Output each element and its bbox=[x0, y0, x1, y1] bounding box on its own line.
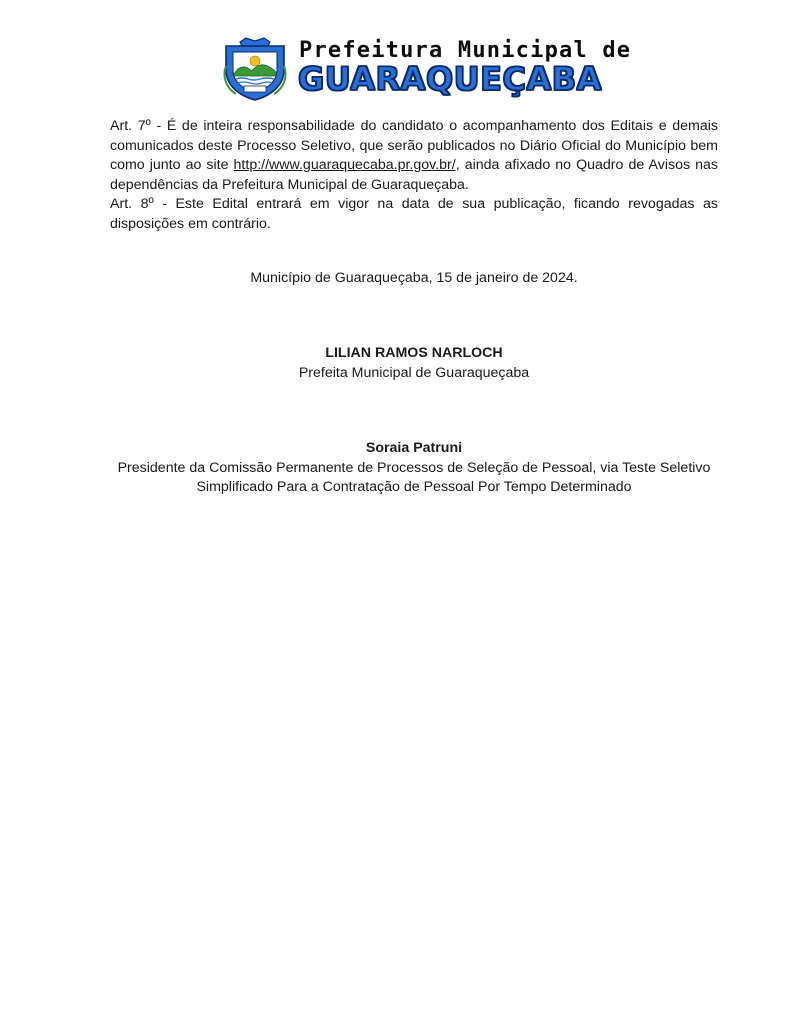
letterhead-line2: GUARAQUEÇABA bbox=[298, 60, 602, 98]
article-7-text-after-link: ainda afixado no Quadro de Avisos nas dependências da Prefeitura Municipal de Guaraqueçaba. bbox=[110, 157, 718, 193]
signatory-role-line2: Simplificado Para a Contratação de Pessoal Por Tempo Determinado bbox=[196, 479, 632, 496]
letterhead-line1: Prefeitura Municipal de bbox=[299, 38, 632, 63]
article-8: Art. 8º - Este Edital entrará em vigor na data de sua publicação, ficando revogadas as disposições em contrário. bbox=[110, 196, 718, 232]
letterhead bbox=[222, 36, 632, 104]
signatory-role-line1: Presidente da Comissão Permanente de Processos de Seleção de Pessoal, via Teste Seletivo bbox=[117, 459, 711, 476]
signatory-name: LILIAN RAMOS NARLOCH bbox=[325, 345, 503, 361]
signature-block-commission-president bbox=[0, 439, 791, 498]
municipal-coat-of-arms-icon bbox=[222, 36, 288, 102]
signature-block-mayor bbox=[0, 344, 791, 383]
signatory-name: Soraia Patruni bbox=[365, 440, 463, 456]
article-7 bbox=[110, 117, 718, 195]
place-and-date: Município de Guaraqueçaba, 15 de janeiro de 2024. bbox=[250, 270, 578, 286]
signatory-role: Prefeita Municipal de Guaraqueçaba bbox=[298, 364, 530, 381]
edital-articles bbox=[110, 117, 718, 235]
municipal-website-link[interactable]: http://www.guaraquecaba.pr.gov.br/, bbox=[233, 157, 460, 174]
article-7-text-before-link: Art. 7º - É de inteira responsabilidade do candidato o acompanhamento dos Editais e demais comunicados deste Processo Seletivo, que serão publicados no Diário Oficial do Município bem como junto ao site bbox=[110, 118, 718, 174]
